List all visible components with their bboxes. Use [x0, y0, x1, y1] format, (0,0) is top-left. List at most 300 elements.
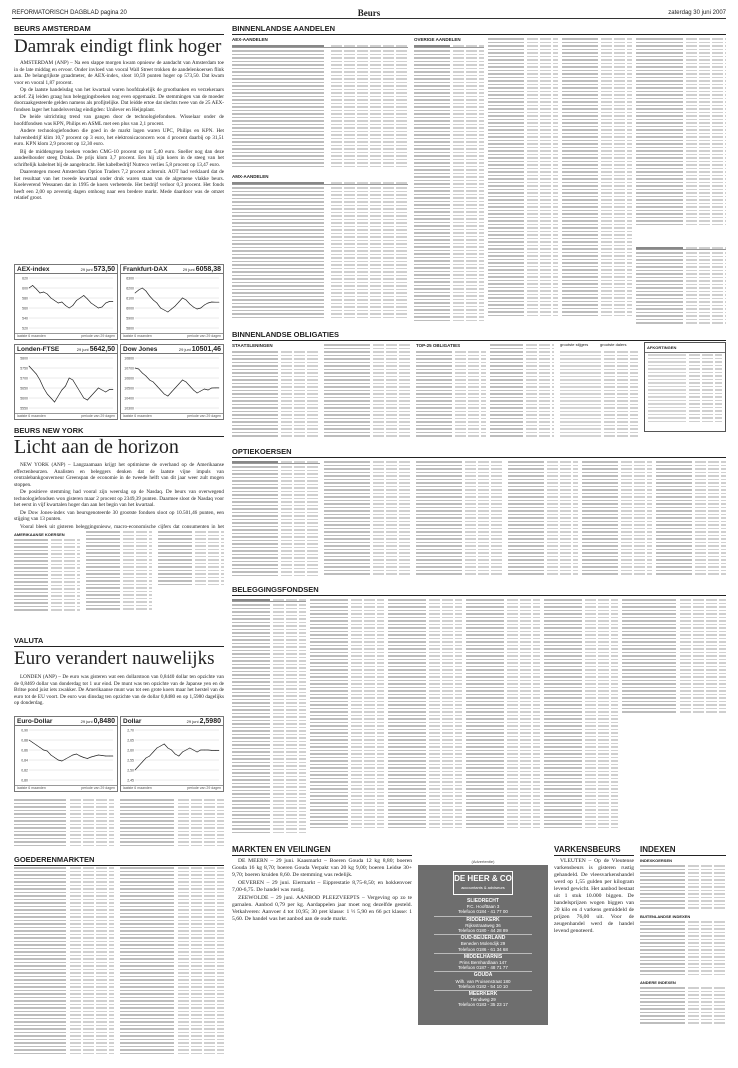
data-point	[153, 382, 154, 383]
andere-indexen-table	[640, 986, 726, 1026]
chart-name: Dollar	[123, 718, 142, 725]
office-phone: Telefoon 0187 - 48 71 77	[458, 965, 508, 971]
data-point	[215, 302, 216, 303]
data-point	[189, 386, 190, 387]
data-point	[160, 308, 161, 309]
y-tick-label: 0,80	[21, 778, 28, 783]
data-point	[157, 748, 158, 749]
chart-frankfurt-dax	[120, 264, 224, 340]
chart-title	[15, 345, 117, 354]
data-point	[186, 382, 187, 383]
chart-footer	[121, 413, 223, 419]
y-tick-label: 0,86	[21, 748, 28, 753]
office-address: P.C. Hoofttaan 3	[466, 904, 500, 910]
y-tick-label: 560	[22, 306, 28, 311]
data-point	[69, 378, 70, 379]
chart-euro-dollar	[14, 716, 118, 792]
data-point	[179, 302, 180, 303]
data-point	[160, 746, 161, 747]
section-goederenmarkten: GOEDERENMARKTEN	[14, 855, 224, 866]
data-point	[47, 394, 48, 395]
data-point	[168, 748, 169, 749]
y-tick-label: 2,70	[127, 728, 134, 733]
chart-date-value	[81, 717, 115, 726]
office-city: SLIEDRECHT	[467, 898, 499, 904]
chart-londen-ftse	[14, 344, 118, 420]
data-point	[83, 295, 84, 296]
new-york-paragraph: Vooral bleek uit gisteren beleggingsnieuw, macro-economische cijfers dat consumenten in het	[20, 523, 224, 530]
data-point	[102, 755, 103, 756]
data-point	[219, 388, 220, 389]
chart-title	[15, 265, 117, 274]
chart-footer	[15, 413, 117, 419]
goederen-table-1	[14, 866, 114, 1062]
staatsleningen-title: STAATSLENINGEN	[232, 343, 273, 348]
amsterdam-paragraph: AMSTERDAM (ANP) – Na een slappe morgen kwam opnieuw de aandacht van Amsterdam toe in de late middag en ervoor. Onder invloed van vooral Wall Street trokken de aandelenkoersen flink aan. De belangrijkste graadmeter, de AEX-index, sloot 10,59 punten hoger op 573,50. Dat kwam voor en vooral 1,87 procent.	[14, 60, 224, 86]
overige-aandelen-title: OVERIGE AANDELEN	[414, 37, 461, 42]
data-point	[69, 308, 70, 309]
y-tick-label: 6300	[126, 276, 134, 281]
office-city: OUD-BEIJERLAND	[460, 935, 506, 942]
data-point	[135, 293, 136, 294]
stijgers-dalers-table	[560, 350, 638, 440]
section-valuta: VALUTA	[14, 636, 224, 647]
data-point	[105, 303, 106, 304]
data-point	[109, 756, 110, 757]
y-tick-label: 0,88	[21, 738, 28, 743]
data-point	[36, 374, 37, 375]
grootste-dalers-title: grootste dalers	[600, 342, 627, 347]
chart-last-value: 2,5980	[199, 718, 221, 725]
office-entry	[424, 992, 542, 1008]
chart-date-value	[179, 345, 221, 354]
belegging-col-2	[310, 598, 384, 836]
data-point	[171, 392, 172, 393]
section-markten-veilingen: MARKTEN EN VEILINGEN	[232, 845, 412, 856]
chart-last-value: 10501,46	[191, 346, 221, 353]
top25-table	[416, 350, 486, 440]
data-point	[76, 754, 77, 755]
chart-footer-right: periode van 29 dagen	[187, 414, 221, 418]
data-point	[105, 756, 106, 757]
data-point	[91, 757, 92, 758]
y-tick-label: 2,50	[127, 768, 134, 773]
data-point	[200, 308, 201, 309]
office-phone: Telefoon 0183 - 35 23 17	[458, 1002, 508, 1008]
chart-footer-left: laatste 6 maanden	[17, 414, 46, 418]
section-binnenlandse-obligaties: BINNENLANDSE OBLIGATIES	[232, 330, 726, 341]
series-line	[135, 744, 219, 770]
us-quotes-col-3	[158, 530, 224, 590]
y-tick-label: 0,82	[21, 768, 28, 773]
data-point	[73, 380, 74, 381]
data-point	[113, 389, 114, 390]
amsterdam-paragraph: De beide uitrichting trend van gangen door de technologiefondsen. Wisselaar onder de hoofdfondsen was KPN, Philips en ASML met een plus van 2,1 procent.	[14, 114, 224, 127]
data-point	[109, 389, 110, 390]
data-point	[40, 747, 41, 748]
data-point	[138, 766, 139, 767]
data-point	[73, 755, 74, 756]
data-point	[211, 302, 212, 303]
y-tick-label: 520	[22, 326, 28, 331]
data-point	[186, 750, 187, 751]
data-point	[51, 298, 52, 299]
data-point	[142, 373, 143, 374]
data-point	[83, 757, 84, 758]
chart-footer	[121, 333, 223, 339]
chart-footer-left: laatste 6 maanden	[123, 786, 152, 790]
headline-new-york: Licht aan de horizon	[14, 436, 179, 458]
y-tick-label: 2,65	[127, 738, 134, 743]
data-point	[182, 752, 183, 753]
y-tick-label: 5650	[20, 386, 28, 391]
chart-plot	[15, 726, 117, 784]
data-point	[157, 386, 158, 387]
data-point	[43, 292, 44, 293]
section-indexen: INDEXEN	[640, 845, 726, 856]
data-point	[149, 756, 150, 757]
data-point	[80, 756, 81, 757]
data-point	[62, 390, 63, 391]
chart-footer-left: laatste 6 maanden	[17, 334, 46, 338]
y-tick-label: 10500	[124, 386, 134, 391]
chart-date: 29 juni	[80, 719, 94, 724]
data-point	[149, 296, 150, 297]
aex-aandelen-table	[232, 44, 408, 170]
chart-date: 29 juni	[80, 267, 94, 272]
y-tick-label: 6000	[126, 306, 134, 311]
afkortingen-box	[644, 342, 726, 432]
data-point	[65, 305, 66, 306]
data-point	[105, 392, 106, 393]
headline-valuta: Euro verandert nauwelijks	[14, 648, 215, 669]
data-point	[94, 392, 95, 393]
indexkoersen-title: INDEXKOERSEN	[640, 858, 673, 863]
office-city: RIDDERKERK	[466, 916, 500, 923]
y-tick-label: 10600	[124, 376, 134, 381]
series-line	[135, 368, 219, 396]
data-point	[62, 302, 63, 303]
data-point	[51, 755, 52, 756]
y-tick-label: 2,45	[127, 778, 134, 783]
data-point	[76, 300, 77, 301]
y-tick-label: 10300	[124, 406, 134, 411]
valuta-koersen-table	[14, 798, 114, 850]
amx-aandelen-title: AMX-AANDELEN	[232, 174, 269, 179]
chart-plot	[121, 354, 223, 412]
chart-name: Dow Jones	[123, 346, 158, 353]
data-point	[193, 307, 194, 308]
chart-date-value	[77, 345, 115, 354]
staatsleningen-col-1	[232, 350, 320, 440]
chart-plot	[15, 354, 117, 412]
data-point	[208, 750, 209, 751]
data-point	[73, 305, 74, 306]
andere-indexen-title: ANDERE INDEXEN	[640, 980, 676, 985]
data-point	[193, 750, 194, 751]
valuta-paragraph: LONDEN (ANP) – De euro was gisteren wat een dollarstoon van 0,8440 dollar ten opzichte van de 0,8469 dollar van donderdag tot 1 uur eind. De munt was ten opzichte van de Japanse yen en de Britse pond juist iets zwakker. De Amerikaanse munt was tot een grote koers maar het herstel van de euro tot de EU voort. De euro was dinsdag ten opzichte van de dollar 0,8480 en op 1,5980 dagelijks op donderdag.	[14, 674, 224, 706]
data-point	[215, 750, 216, 751]
chart-last-value: 0,8480	[93, 718, 115, 725]
obligaties-col-4	[490, 343, 554, 440]
data-point	[29, 740, 30, 741]
data-point	[36, 289, 37, 290]
office-city: MIDDELHARNIS	[463, 953, 503, 960]
y-tick-label: 6100	[126, 296, 134, 301]
data-point	[65, 386, 66, 387]
belegging-col-3	[388, 598, 462, 836]
data-point	[142, 762, 143, 763]
aex-aandelen-title: AEX-AANDELEN	[232, 37, 268, 42]
data-point	[87, 400, 88, 401]
bankbiljetten-table	[120, 798, 224, 850]
data-point	[135, 770, 136, 771]
data-point	[211, 388, 212, 389]
chart-title	[15, 717, 117, 726]
afkortingen-title: AFKORTINGEN	[645, 343, 725, 353]
chart-date: 29 juni	[182, 267, 196, 272]
article-markten	[232, 858, 412, 1038]
data-point	[211, 750, 212, 751]
data-point	[200, 750, 201, 751]
data-point	[146, 376, 147, 377]
data-point	[113, 301, 114, 302]
data-point	[29, 366, 30, 367]
data-point	[54, 757, 55, 758]
office-address: Beneden Molendijk 29	[460, 941, 506, 947]
data-point	[171, 750, 172, 751]
article-amsterdam	[14, 60, 224, 260]
nieuwe-aandelen-col	[636, 246, 726, 324]
y-tick-label: 5800	[20, 356, 28, 361]
data-point	[197, 752, 198, 753]
section-beurs-amsterdam: BEURS AMSTERDAM	[14, 24, 224, 35]
chart-footer-right: periode van 29 dagen	[81, 786, 115, 790]
data-point	[58, 303, 59, 304]
advertentie-label: (Advertentie)	[471, 859, 495, 864]
amsterdam-paragraph: Daarentegen moest Amsterdam Option Traders 7,2 procent achteruit. AOT had verklaard dat de het resultaat van het tweede kwartaal onder druk waren staan van de algemene vlakke beurs. Koeleverend Wessanen dat in 1995 de koers verbeterde. Het bedrijf verloor 0,3 procent. Het fonds heeft een 2,00 op zeventig dagen omhoog naar een bredere markt. Mede daardoor was de omzet relatief groot.	[14, 169, 224, 201]
data-point	[54, 402, 55, 403]
section-beleggingsfondsen: BELEGGINGSFONDSEN	[232, 585, 726, 596]
office-entry	[424, 973, 542, 989]
masthead-date: zaterdag 30 juni 2007	[668, 10, 726, 16]
data-point	[47, 751, 48, 752]
office-entry	[424, 918, 542, 934]
data-point	[135, 368, 136, 369]
y-tick-label: 10700	[124, 366, 134, 371]
chart-aex-index	[14, 264, 118, 340]
office-address: Prins Bernhardlaan 147	[459, 960, 507, 966]
data-point	[204, 750, 205, 751]
office-address: Tiendweg 29	[470, 997, 496, 1003]
y-tick-label: 0,90	[21, 728, 28, 733]
data-point	[219, 302, 220, 303]
buitenlandse-indexen-title: BUITENLANDSE INDEXEN	[640, 914, 691, 919]
data-point	[204, 389, 205, 390]
article-valuta	[14, 674, 224, 710]
masthead-title: Beurs	[357, 8, 381, 18]
data-point	[138, 369, 139, 370]
headline-amsterdam: Damrak eindigt flink hoger	[14, 36, 222, 57]
data-point	[208, 390, 209, 391]
data-point	[193, 390, 194, 391]
chart-footer	[121, 785, 223, 791]
y-tick-label: 0,84	[21, 758, 28, 763]
chart-footer-right: periode van 29 dagen	[187, 334, 221, 338]
data-point	[29, 288, 30, 289]
amsterdam-paragraph: Andere technologiefondsen die goed in de markt lagen waren UPC, Philips en KPN. Het halvenbedrijf klim 10,7 procent op 3 euro, het elektronicaconcern won 4 procent daarbij op 31,51 euro. KPN klom 2,9 procent op 12,30 euro.	[14, 128, 224, 147]
buitenlandse-indexen-table	[640, 920, 726, 976]
chart-last-value: 6058,38	[195, 266, 221, 273]
data-point	[91, 396, 92, 397]
optie-col-3	[416, 460, 504, 578]
chart-dow-jones	[120, 344, 224, 420]
logo-line-2: accountants & adviseurs	[461, 885, 505, 890]
belegging-col-6	[622, 598, 726, 718]
series-line	[29, 286, 113, 309]
data-point	[142, 288, 143, 289]
data-point	[102, 307, 103, 308]
article-varkensbeurs	[554, 858, 634, 978]
data-point	[51, 398, 52, 399]
data-point	[208, 303, 209, 304]
chart-footer-right: periode van 29 dagen	[81, 334, 115, 338]
chart-dollar	[120, 716, 224, 792]
markten-paragraph: ZEEWOLDE – 29 juni. AANBOD PLEEZVEEPTS – Vergeving op zo te garnalen. Aanbod 0,79 per kg. Aardappelen jaar moet nog dezelfde gesteld. Vetkalveren: Aanvoer 4 tot 10,95; 30 pret klasse: 1 ½ 5,90 en 66 pct klasse: 1 5,60. De handel was het aanbod aan de oude markt.	[232, 895, 412, 922]
data-point	[58, 396, 59, 397]
us-quotes-title: AMERIKAANSE KOERSEN	[14, 532, 65, 537]
y-tick-label: 10400	[124, 396, 134, 401]
indexkoersen-table	[640, 864, 726, 910]
data-point	[219, 750, 220, 751]
optie-col-4	[508, 460, 578, 578]
masthead	[12, 8, 726, 19]
data-point	[175, 388, 176, 389]
y-tick-label: 5800	[126, 326, 134, 331]
data-point	[189, 748, 190, 749]
office-entry	[424, 899, 542, 915]
data-point	[204, 305, 205, 306]
markten-paragraph: DE MEERN – 29 juni. Kaasmarkt – Boeren Gouda 12 kg 8,80; boeren Gouda 16 kg 8,70; boeren Gouda Verpakt van 20 kg 9,00; boeren Leidse 30+ 9,70; boeren kruiden 8,60. De stemming was redelijk.	[232, 858, 412, 878]
data-point	[40, 380, 41, 381]
data-point	[146, 758, 147, 759]
overige-aandelen-col-3	[562, 37, 632, 324]
amsterdam-paragraph: Op de laatste handelsdag van het kwartaal waren hoofdzakelijk de grootbanken en verzekeraars actief. Zij leiden graag hun beleggingsboeken nog even opgemaakt. De stemmingen van de moeder doorzaakgesteerde gelden namens als profijtelijke. Dat leidde ertoe dat slechts twee van de 25 AEX-fondsen lager het handelsverslag eindigden: Unilever en Heijnplant.	[14, 87, 224, 113]
data-point	[182, 380, 183, 381]
overige-aandelen-col-2	[488, 37, 558, 324]
y-tick-label: 2,60	[127, 748, 134, 753]
belegging-col-1	[232, 598, 306, 836]
data-point	[149, 380, 150, 381]
office-phone: Telefoon 0180 - 44 28 89	[458, 928, 508, 934]
data-point	[43, 388, 44, 389]
advertentie-de-heer	[418, 865, 548, 1025]
office-city: MEERKERK	[468, 991, 498, 998]
chart-footer-left: laatste 6 maanden	[123, 414, 152, 418]
data-point	[62, 761, 63, 762]
data-point	[102, 390, 103, 391]
data-point	[168, 312, 169, 313]
chart-date-value	[187, 717, 221, 726]
section-beurs-new-york: BEURS NEW YORK	[14, 426, 224, 437]
top25-title: TOP-25 OBLIGATIES	[416, 343, 461, 348]
data-point	[54, 300, 55, 301]
y-tick-label: 540	[22, 316, 28, 321]
data-point	[87, 758, 88, 759]
data-point	[186, 300, 187, 301]
new-york-paragraph: NEW YORK (ANP) – Langzaamaan krijgt het optimisme de overhand op de Amerikaanse effectenbeurzen. Analisten en beleggers denken dat de laatste vijne impuls van centralebankgouverneur Greenspan de economie in de tweede helft van dit jaar weer zult mogen stoppen.	[14, 462, 224, 488]
data-point	[109, 301, 110, 302]
y-tick-label: 600	[22, 286, 28, 291]
y-tick-label: 10800	[124, 356, 134, 361]
data-point	[197, 309, 198, 310]
data-point	[197, 393, 198, 394]
article-new-york	[14, 462, 224, 530]
logo-line-1: DE HEER & CO	[454, 874, 512, 883]
data-point	[43, 750, 44, 751]
section-binnenlandse-aandelen: BINNENLANDSE AANDELEN	[232, 24, 726, 35]
chart-last-value: 5642,50	[89, 346, 115, 353]
data-point	[32, 370, 33, 371]
office-phone: Telefoon 0182 - 54 10 10	[458, 983, 508, 989]
chart-title	[121, 265, 223, 274]
varkensbeurs-paragraph: VLEUTEN – Op de Vleutense varkensbeurs is gisteren rustig gehandeld. De vleesvarkenshandel werd op 1,55 gulden per kilogram levend gewicht. Het aanbod bestaat uit 1 stuk 10.000 biggen. De handelsprijzen wogen biggen van 20 kilo en 4 varkens gemiddeld de prijzen 76,00 uit. Voor de zeugenhandel werd de handel levend genoteerd.	[554, 858, 634, 934]
data-point	[47, 294, 48, 295]
data-point	[164, 394, 165, 395]
chart-footer-right: periode van 29 dagen	[187, 786, 221, 790]
afkortingen-list	[648, 353, 722, 429]
chart-title	[121, 717, 223, 726]
chart-name: AEX-index	[17, 266, 50, 273]
markten-paragraph: OEVEREN – 29 juni. Eiermarkt – Eipprestatie 8,75-8,50; en hokkenvoer 7,00-6,75. De handel was rustig.	[232, 880, 412, 893]
chart-name: Frankfurt-DAX	[123, 266, 168, 273]
y-tick-label: 5700	[20, 376, 28, 381]
y-tick-label: 5550	[20, 406, 28, 411]
data-point	[80, 392, 81, 393]
data-point	[179, 384, 180, 385]
y-tick-label: 5900	[126, 316, 134, 321]
office-city: GOUDA	[473, 972, 493, 979]
data-point	[164, 744, 165, 745]
data-point	[32, 742, 33, 743]
grootste-stijgers-title: grootste stijgers	[560, 342, 589, 347]
data-point	[32, 285, 33, 286]
chart-name: Euro-Dollar	[17, 718, 53, 725]
series-line	[29, 740, 113, 761]
data-point	[153, 300, 154, 301]
data-point	[83, 398, 84, 399]
chart-title	[121, 345, 223, 354]
us-quotes-col-2	[86, 530, 152, 614]
data-point	[153, 752, 154, 753]
data-point	[98, 755, 99, 756]
section-optiekoersen: OPTIEKOERSEN	[232, 447, 726, 458]
overige-aandelen-col-1	[414, 44, 484, 324]
us-quotes-col-1	[14, 538, 80, 614]
data-point	[94, 305, 95, 306]
data-point	[98, 308, 99, 309]
data-point	[157, 303, 158, 304]
chart-name: Londen-FTSE	[17, 346, 60, 353]
y-tick-label: 580	[22, 296, 28, 301]
optie-col-2	[324, 460, 412, 578]
chart-footer	[15, 785, 117, 791]
de-heer-logo	[453, 871, 513, 895]
data-point	[98, 388, 99, 389]
office-address: Rijksstraatweg 36	[465, 922, 501, 928]
series-line	[135, 288, 219, 312]
amx-aandelen-table	[232, 181, 408, 323]
